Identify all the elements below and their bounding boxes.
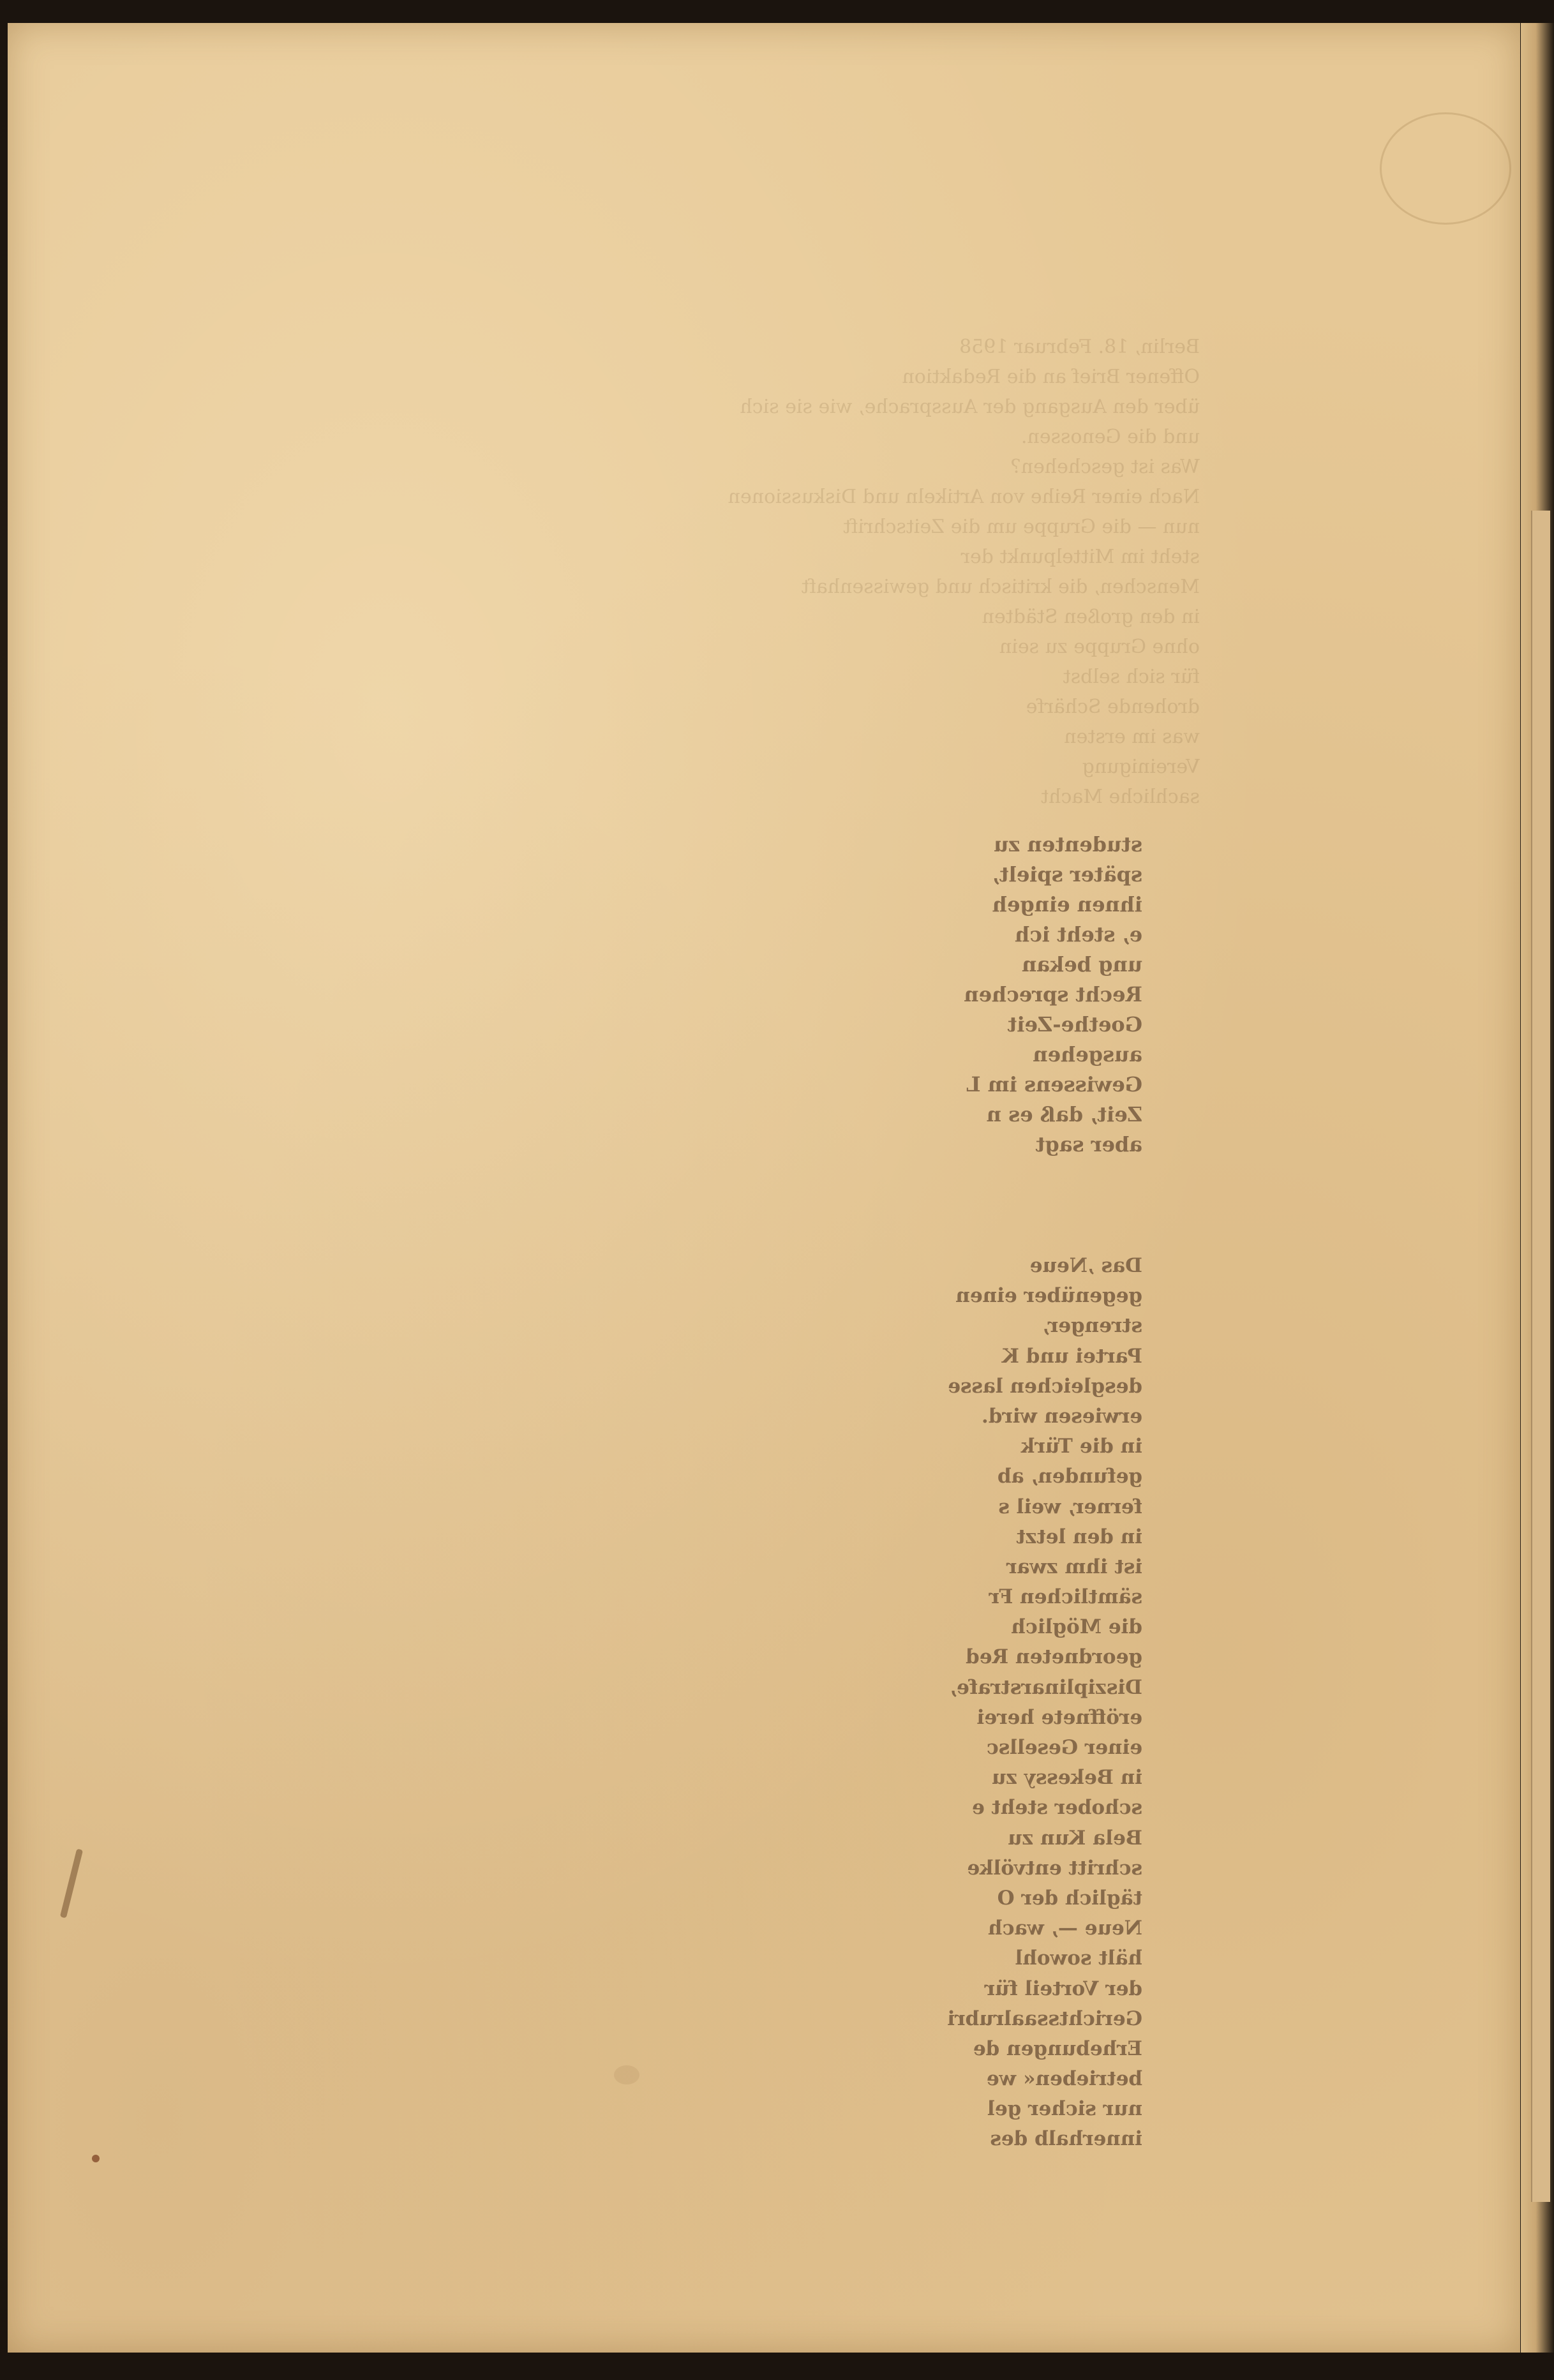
mirrored-line: schritt entvölke	[967, 1856, 1142, 1880]
show-through-line: was im ersten	[1064, 726, 1200, 748]
mirrored-line: später spielt,	[992, 862, 1142, 887]
mirrored-line: in Bekessy zu	[991, 1766, 1142, 1790]
mirrored-line: einer Gesellsc	[986, 1736, 1142, 1759]
mirrored-line: gegenüber einen	[955, 1284, 1142, 1308]
mirrored-line: e, steht ich	[1015, 922, 1142, 947]
mirrored-line: in die Türk	[1020, 1435, 1142, 1458]
mirrored-line: Gerichtssaalrubri	[947, 2007, 1142, 2030]
mirrored-line: Goethe-Zeit	[1007, 1012, 1142, 1037]
show-through-line: ohne Gruppe zu sein	[999, 636, 1200, 658]
mirrored-line: desgleichen lasse	[948, 1374, 1142, 1398]
show-through-line: und die Genossen.	[1021, 426, 1200, 448]
mirrored-line: Recht sprechen	[964, 982, 1142, 1007]
mirrored-line: Disziplinarstrafe,	[950, 1675, 1142, 1699]
mirrored-line: eröffnete herei	[976, 1705, 1142, 1729]
mirrored-line: Neue —, wach	[988, 1917, 1142, 1940]
show-through-line: Vereinigung	[1082, 756, 1200, 778]
mirrored-line: sämtlichen Fr	[989, 1585, 1142, 1609]
mirrored-line: betrieben« we	[986, 2067, 1142, 2091]
mirrored-line: innerhalb des	[990, 2127, 1142, 2151]
mirrored-line: in den letzt	[1016, 1525, 1142, 1548]
paper-stain	[614, 2065, 639, 2084]
show-through-text-upper	[274, 332, 1200, 812]
paper-stain	[1380, 112, 1511, 225]
mirrored-text-column-a	[874, 830, 1142, 1160]
show-through-line: Nach einer Reihe von Artikeln und Diskussionen	[728, 486, 1200, 508]
show-through-line: Offener Brief an die Redaktion	[902, 366, 1200, 388]
mirrored-line: studenten zu	[993, 832, 1142, 857]
mirrored-line: gefunden, ab	[997, 1465, 1142, 1488]
mirrored-line: die Möglich	[1011, 1615, 1142, 1639]
show-through-line: Berlin, 18. Februar 1958	[959, 336, 1200, 358]
mirrored-line: nur sicher gel	[987, 2097, 1142, 2121]
mirrored-line: Bela Kun zu	[1008, 1826, 1142, 1850]
mirrored-line: aber sagt	[1035, 1132, 1142, 1156]
mirrored-line: ist ihm zwar	[1006, 1555, 1142, 1578]
ink-mark	[60, 1848, 83, 1918]
show-through-line: in den großen Städten	[982, 606, 1200, 628]
mirrored-line: erwiesen wird.	[981, 1404, 1142, 1428]
mirrored-line: ihnen eingeh	[992, 892, 1142, 917]
mirrored-line: hält sowohl	[1015, 1947, 1142, 1970]
mirrored-text-column-b	[893, 1251, 1142, 2155]
page-edge-tab	[1531, 511, 1550, 2202]
show-through-line: für sich selbst	[1063, 666, 1200, 688]
mirrored-line: ung bekan	[1022, 952, 1142, 977]
mirrored-line: Zeit, daß es n	[986, 1102, 1142, 1126]
mirrored-line: Partei und K	[1002, 1344, 1142, 1368]
show-through-line: steht im Mittelpunkt der	[960, 546, 1200, 568]
mirrored-line: strenger,	[1042, 1314, 1142, 1338]
mirrored-line: geordneten Red	[966, 1645, 1142, 1669]
show-through-line: nun — die Gruppe um die Zeitschrift	[843, 516, 1200, 538]
mirrored-line: Gewissens im L	[966, 1072, 1142, 1096]
show-through-line: drohende Schärfe	[1026, 696, 1200, 718]
ink-dot	[92, 2155, 100, 2162]
mirrored-line: ferner, weil s	[998, 1495, 1142, 1518]
mirrored-line: schober steht e	[972, 1796, 1142, 1820]
mirrored-line: der Vorteil für	[984, 1977, 1142, 2000]
mirrored-line: Das ‚Neue	[1029, 1254, 1142, 1277]
show-through-line: sachliche Macht	[1041, 786, 1200, 808]
show-through-line: Menschen, die kritisch und gewissenhaft	[801, 576, 1200, 598]
mirrored-line: täglich der O	[997, 1886, 1142, 1910]
show-through-line: über den Ausgang der Aussprache, wie sie sich	[740, 396, 1200, 418]
show-through-line: Was ist geschehen?	[1010, 456, 1200, 478]
mirrored-line: Erhebungen de	[973, 2037, 1142, 2060]
mirrored-line: ausgehen	[1033, 1042, 1142, 1067]
